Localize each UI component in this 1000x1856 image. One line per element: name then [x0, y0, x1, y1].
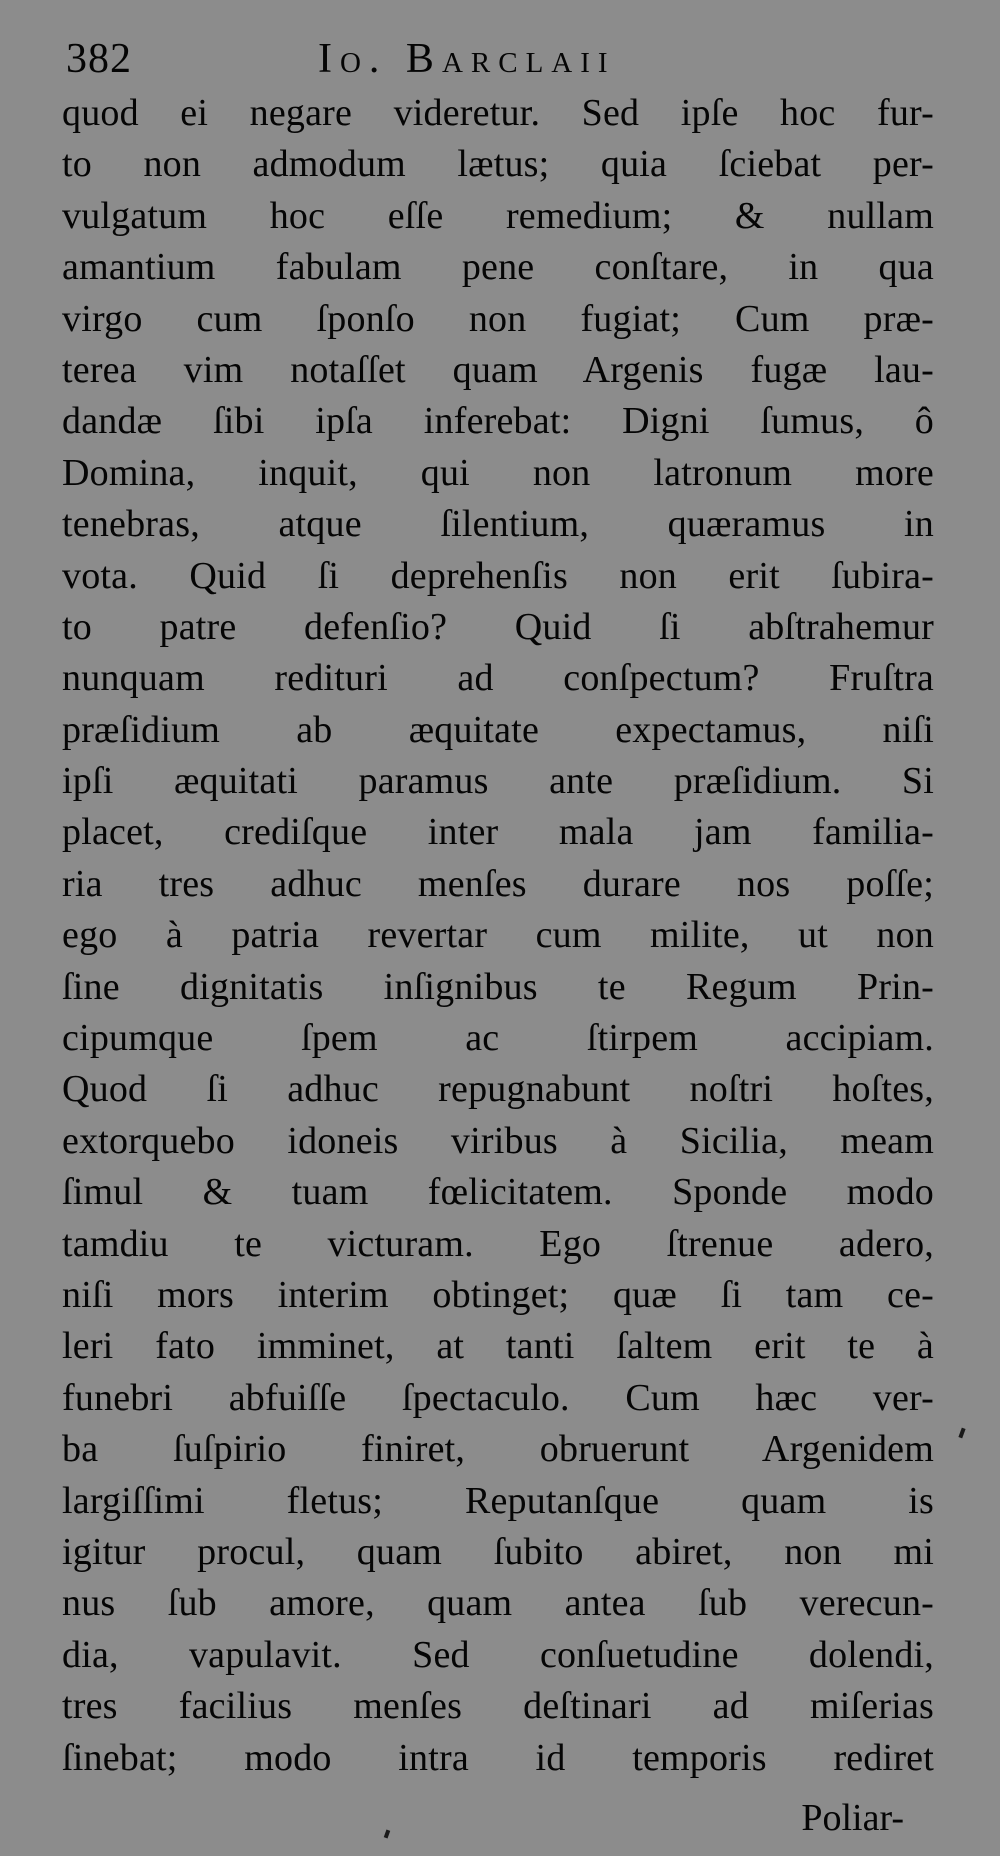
text-line: quod ei negare videretur. Sed ipſe hoc fur- — [62, 92, 934, 134]
text-line: leri fato imminet, at tanti ſaltem erit te à — [62, 1325, 934, 1368]
text-line: funebri abfuiſſe ſpectaculo. Cum hæc ver- — [62, 1376, 934, 1419]
text-line: to non admodum lætus; quia ſciebat per- — [62, 143, 934, 186]
text-line: dia, vapulavit. Sed conſuetudine dolendi, — [62, 1633, 934, 1676]
text-line: ſinebat; modo intra id temporis rediret — [62, 1736, 934, 1779]
text-line: ipſi æquitati paramus ante præſidium. Si — [62, 760, 934, 803]
book-page — [62, 30, 934, 1840]
text-line: amantium fabulam pene conſtare, in qua — [62, 246, 934, 289]
text-line: largiſſimi fletus; Reputanſque quam is — [62, 1479, 934, 1522]
text-line: to patre defenſio? Quid ſi abſtrahemur — [62, 605, 934, 648]
page-number: 382 — [66, 36, 132, 82]
text-line: ria tres adhuc menſes durare nos poſſe; — [62, 862, 934, 905]
text-line: tamdiu te victuram. Ego ſtrenue adero, — [62, 1222, 934, 1265]
text-line: dandæ ſibi ipſa inferebat: Digni ſumus, ô — [62, 400, 934, 443]
text-line: ſimul & tuam fœlicitatem. Sponde modo — [62, 1171, 934, 1214]
text-line: ego à patria revertar cum milite, ut non — [62, 914, 934, 957]
text-line: vota. Quid ſi deprehenſis non erit ſubira- — [62, 554, 934, 597]
body-text — [62, 88, 934, 1784]
text-line: extorquebo idoneis viribus à Sicilia, meam — [62, 1119, 934, 1162]
text-line: Domina, inquit, qui non latronum more — [62, 451, 934, 494]
text-line: vulgatum hoc eſſe remedium; & nullam — [62, 194, 934, 237]
text-line: nunquam redituri ad conſpectum? Fruſtra — [62, 657, 934, 700]
text-line: cipumque ſpem ac ſtirpem accipiam. — [62, 1017, 934, 1060]
text-line: tres facilius menſes deſtinari ad miſerias — [62, 1685, 934, 1728]
text-line: placet, crediſque inter mala jam familia- — [62, 811, 934, 854]
text-line: nus ſub amore, quam antea ſub verecun- — [62, 1582, 934, 1625]
ink-speck — [958, 1428, 965, 1439]
text-line: ſine dignitatis inſignibus te Regum Prin- — [62, 965, 934, 1008]
text-line: ba ſuſpirio finiret, obruerunt Argenidem — [62, 1428, 934, 1471]
catchword: Poliar- — [801, 1797, 904, 1839]
text-line: Quod ſi adhuc repugnabunt noſtri hoſtes, — [62, 1068, 934, 1111]
text-line: tenebras, atque ſilentium, quæramus in — [62, 503, 934, 546]
running-title: Io. Barclaii — [318, 36, 616, 82]
text-line: niſi mors interim obtinget; quæ ſi tam ce- — [62, 1273, 934, 1316]
text-line: virgo cum ſponſo non fugiat; Cum præ- — [62, 297, 934, 340]
text-line: præſidium ab æquitate expectamus, niſi — [62, 708, 934, 751]
page-header — [62, 30, 934, 88]
text-line: terea vim notaſſet quam Argenis fugæ lau- — [62, 348, 934, 391]
text-line: igitur procul, quam ſubito abiret, non mi — [62, 1530, 934, 1573]
